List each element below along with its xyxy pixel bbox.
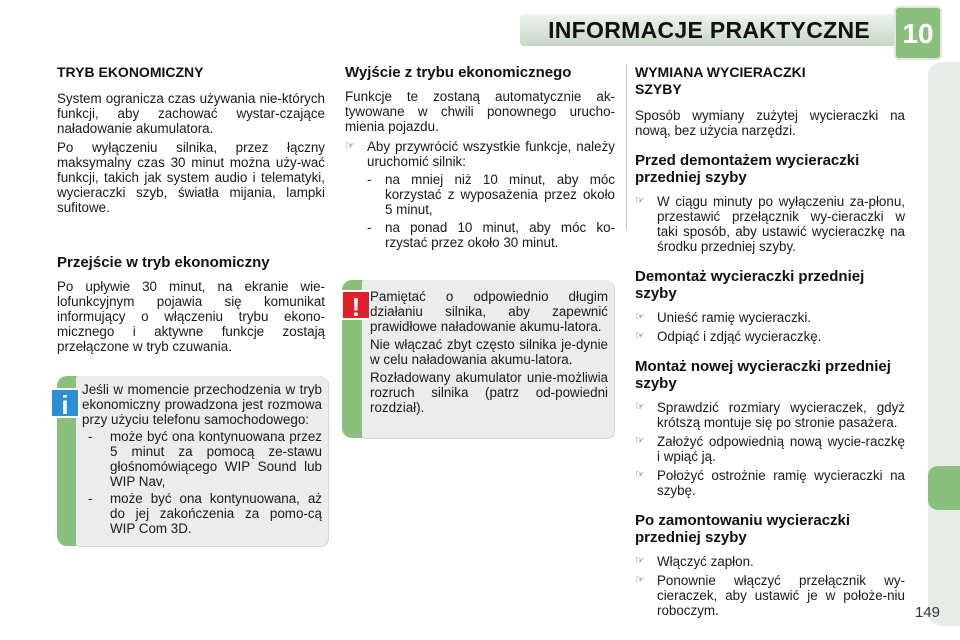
- info-note-text: Jeśli w momencie przechodzenia w tryb ekonomiczny prowadzona jest rozmowa przy użyciu telefonu samochodowego:: [82, 382, 322, 427]
- section-title-przejscie: Przejście w tryb ekonomiczny: [57, 254, 270, 271]
- dash-ponad: - na ponad 10 minut, aby móc ko-rzystać przez około 30 minut.: [367, 220, 615, 250]
- chapter-number: 10: [902, 18, 934, 49]
- hand-pointer-icon: ☞: [345, 140, 355, 152]
- warning-note-content: [370, 289, 608, 415]
- page-title: INFORMACJE PRAKTYCZNE: [548, 17, 870, 43]
- paragraph-system: System ogranicza czas używania nie-których funkcji, aby zachować wystar-czające naładowanie akumulatora.: [57, 91, 325, 136]
- hand-pointer-icon: ☞: [635, 469, 645, 481]
- section-title-wymiana: WYMIANA WYCIERACZKI SZYBY: [635, 64, 806, 97]
- hand-pointer-icon: ☞: [635, 330, 645, 342]
- bullet-po-1: ☞ Włączyć zapłon.: [635, 554, 754, 569]
- page-number: 149: [914, 604, 940, 621]
- section-przejscie: [57, 254, 325, 354]
- section-title-demontaz: Demontaż wycieraczki przedniej szyby: [635, 268, 865, 302]
- hand-pointer-icon: ☞: [635, 311, 645, 323]
- column-wycieraczki: [635, 64, 905, 618]
- side-strip: [928, 62, 960, 626]
- info-dash-2: - może być ona kontynuowana, aż do jej zakończenia za pomo-cą WIP Com 3D.: [88, 491, 322, 536]
- hand-pointer-icon: ☞: [635, 401, 645, 413]
- hand-pointer-icon: ☞: [635, 574, 645, 586]
- bullet-montaz-1: ☞ Sprawdzić rozmiary wycieraczek, gdyż krótszą montuje się po stronie pasażera.: [635, 400, 905, 430]
- bullet-przywrocic: ☞ Aby przywrócić wszystkie funkcje, należy uruchomić silnik:: [345, 139, 615, 169]
- column-divider: [626, 64, 627, 230]
- side-marker: [928, 466, 960, 510]
- info-icon: i: [50, 388, 80, 418]
- paragraph-sposob: Sposób wymiany zużytej wycieraczki na nową, bez użycia narzędzi.: [635, 108, 905, 138]
- info-note-content: [82, 382, 322, 536]
- bullet-demontaz-2: ☞ Odpiąć i zdjąć wycieraczkę.: [635, 329, 822, 344]
- warning-text-1: Pamiętać o odpowiednio długim działaniu silnika, aby zapewnić prawidłowe naładowanie akumu-latora.: [370, 289, 608, 334]
- section-title-po: Po zamontowaniu wycieraczki przedniej szyby: [635, 512, 851, 546]
- paragraph-przejscie: Po upływie 30 minut, na ekranie wie-lofunkcyjnym pojawia się komunikat informujący o włączeniu trybu ekono-micznego i aktywne funkcje zostają przełączone w tryb czuwania.: [57, 279, 325, 354]
- hand-pointer-icon: ☞: [635, 555, 645, 567]
- bullet-demontaz-1: ☞ Unieść ramię wycieraczki.: [635, 310, 812, 325]
- warning-text-3: Rozładowany akumulator unie-możliwia rozruch silnika (patrz od-powiedni rozdział).: [370, 370, 608, 415]
- paragraph-wylaczenie: Po wyłączeniu silnika, przez łączny maksymalny czas 30 minut można uży-wać funkcji, takich jak system audio i telematyki, wycieraczki szyb, światła mijania, lampki sufitowe.: [57, 140, 325, 215]
- section-title-wyjscie: Wyjście z trybu ekonomicznego: [345, 64, 572, 81]
- dash-mniej: - na mniej niż 10 minut, aby móc korzystać z wyposażenia przez około 5 minut,: [367, 172, 615, 217]
- warning-icon: !: [341, 290, 371, 320]
- column-wyjscie: [345, 64, 615, 250]
- column-tryb-ekonomiczny: [57, 64, 325, 215]
- section-title-montaz: Montaż nowej wycieraczki przedniej szyby: [635, 358, 891, 392]
- warning-text-2: Nie włączać zbyt często silnika je-dynie w celu naładowania akumu-latora.: [370, 337, 608, 367]
- section-title-przed: Przed demontażem wycieraczki przedniej szyby: [635, 152, 860, 186]
- section-title-tryb: TRYB EKONOMICZNY: [57, 64, 204, 80]
- bullet-po-2: ☞ Ponownie włączyć przełącznik wy-cieraczek, aby ustawić je w położe-niu roboczym.: [635, 573, 905, 618]
- bullet-przed-1: ☞ W ciągu minuty po wyłączeniu za-płonu, przestawić przełącznik wy-cieraczki w taki sposób, aby ustawić wycieraczkę na środku przedniej szyby.: [635, 194, 905, 254]
- hand-pointer-icon: ☞: [635, 195, 645, 207]
- info-dash-1: - może być ona kontynuowana przez 5 minut za pomocą ze-stawu głośnomówiącego WIP Sound lub WIP Nav,: [88, 429, 322, 489]
- bullet-montaz-3: ☞ Położyć ostrożnie ramię wycieraczki na szybę.: [635, 468, 905, 498]
- paragraph-funkcje: Funkcje te zostaną automatycznie ak-tywowane w chwili ponownego urucho-mienia pojazdu.: [345, 89, 615, 134]
- hand-pointer-icon: ☞: [635, 435, 645, 447]
- bullet-montaz-2: ☞ Założyć odpowiednią nową wycie-raczkę i wpiąć ją.: [635, 434, 905, 464]
